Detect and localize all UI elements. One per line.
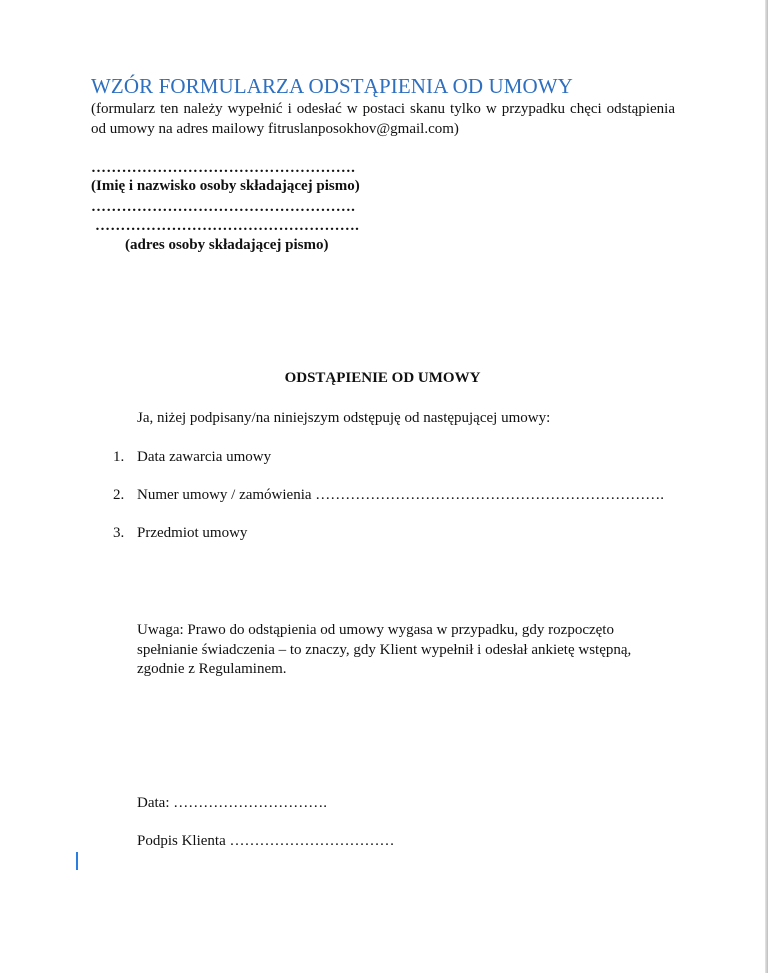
date-line: Data: …………………………. (137, 795, 327, 811)
note-paragraph: Uwaga: Prawo do odstąpienia od umowy wygasa w przypadku, gdy rozpoczęto spełnianie świadczenia – to znaczy, gdy Klient wypełnił i odesłał ankietę wstępną, zgodnie z Regulaminem. (137, 622, 632, 677)
section-heading: ODSTĄPIENIE OD UMOWY (284, 370, 481, 386)
list-item-number: 1. (113, 449, 125, 465)
intro-paragraph: (formularz ten należy wypełnić i odesłać w postaci skanu tylko w przypadku chęci odstąpienia od umowy na adres mailowy fitruslanposokhov@gmail.com) (91, 101, 675, 137)
name-label: (Imię i nazwisko osoby składającej pismo) (91, 178, 360, 194)
list-item-number: 2. (113, 487, 125, 503)
declaration-text: Ja, niżej podpisany/na niniejszym odstępuję od następującej umowy: (137, 410, 551, 426)
document-title: WZÓR FORMULARZA ODSTĄPIENIA OD UMOWY (91, 74, 573, 98)
address-label: (adres osoby składającej pismo) (125, 237, 329, 253)
list-item-text: Numer umowy / zamówienia ……………………………………………………………. (137, 487, 665, 503)
name-dotted-line: ……………………………………………. (91, 160, 356, 176)
address-dotted-line-2: ……………………………………………. (95, 218, 360, 234)
list-item-text: Przedmiot umowy (137, 525, 248, 541)
text-cursor (76, 852, 78, 870)
address-dotted-line-1: ……………………………………………. (91, 199, 356, 215)
list-item-text: Data zawarcia umowy (137, 449, 272, 465)
signature-line: Podpis Klienta …………………………… (137, 833, 395, 849)
list-item-number: 3. (113, 525, 125, 541)
